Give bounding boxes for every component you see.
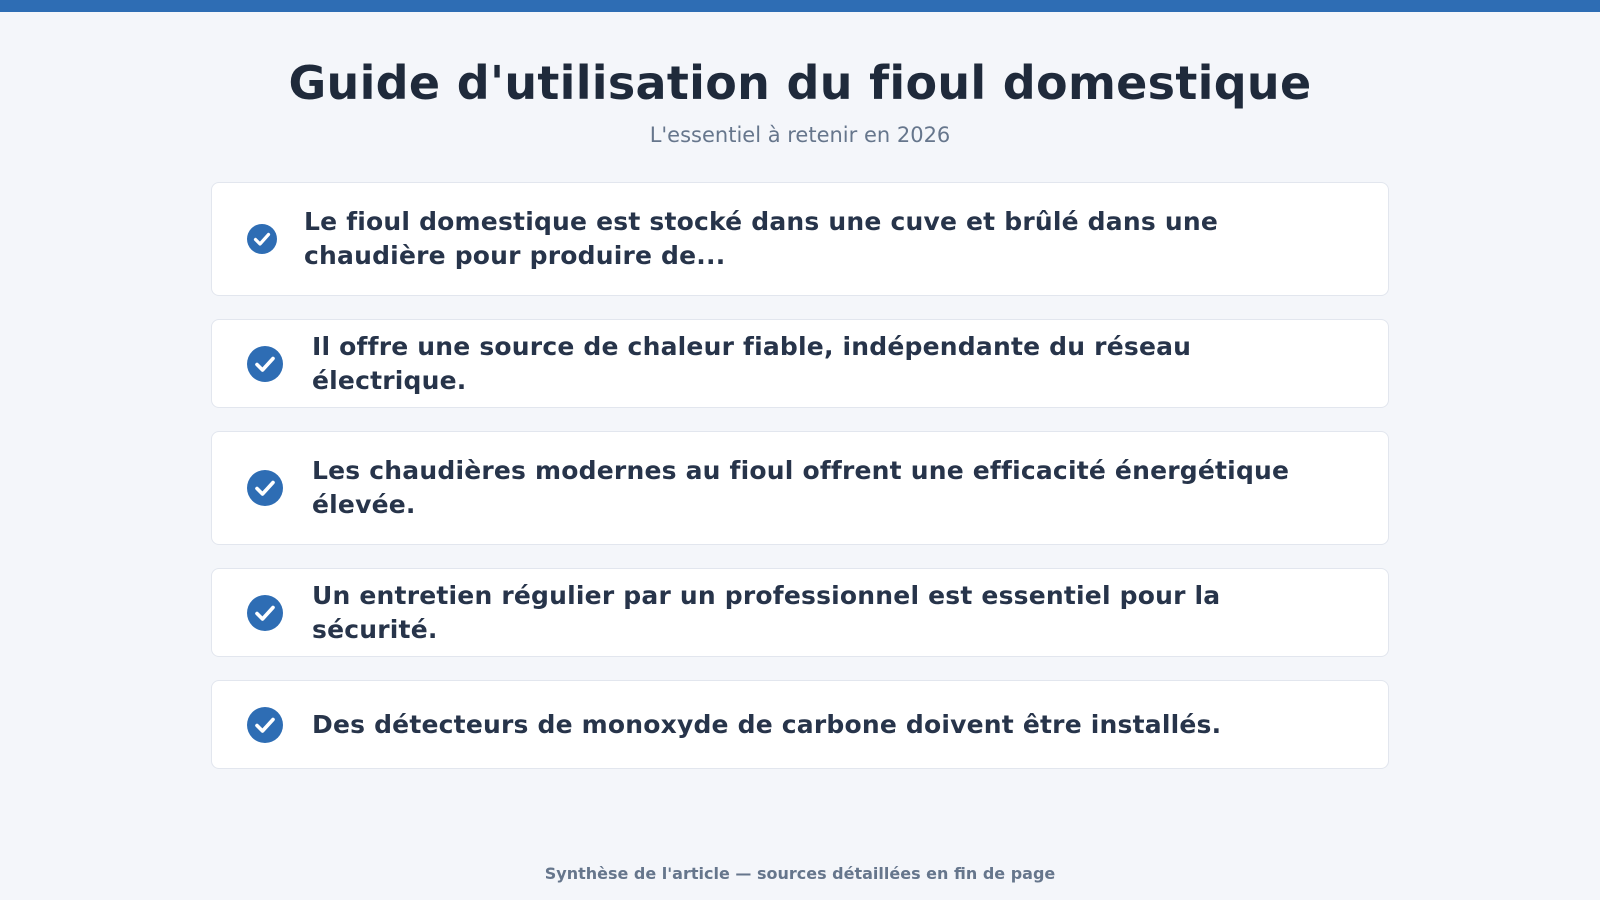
key-point-text: Un entretien régulier par un professionnel est essentiel pour la sécurité. <box>312 580 1221 644</box>
page-title: Guide d'utilisation du fioul domestique <box>288 56 1312 110</box>
footer-note: Synthèse de l'article — sources détaillées en fin de page <box>544 864 1056 883</box>
key-point-card <box>211 568 1389 657</box>
page-header <box>0 52 1600 148</box>
key-point-card <box>211 182 1389 296</box>
check-circle-icon <box>247 470 283 506</box>
key-point-text: Il offre une source de chaleur fiable, indépendante du réseau électrique. <box>312 331 1192 395</box>
check-circle-icon <box>247 224 277 254</box>
key-points-list <box>211 182 1389 769</box>
key-point-text: Des détecteurs de monoxyde de carbone doivent être installés. <box>312 709 1222 739</box>
key-point-card <box>211 431 1389 545</box>
check-circle-icon <box>247 595 283 631</box>
check-circle-icon <box>247 707 283 743</box>
top-accent-bar <box>0 0 1600 12</box>
page-subtitle: L'essentiel à retenir en 2026 <box>649 123 951 147</box>
key-point-text: Les chaudières modernes au fioul offrent une efficacité énergétique élevée. <box>312 456 1290 519</box>
check-circle-icon <box>247 346 283 382</box>
key-point-card <box>211 680 1389 769</box>
key-point-card <box>211 319 1389 408</box>
key-point-text: Le fioul domestique est stocké dans une cuve et brûlé dans une chaudière pour produire de... <box>304 207 1218 270</box>
